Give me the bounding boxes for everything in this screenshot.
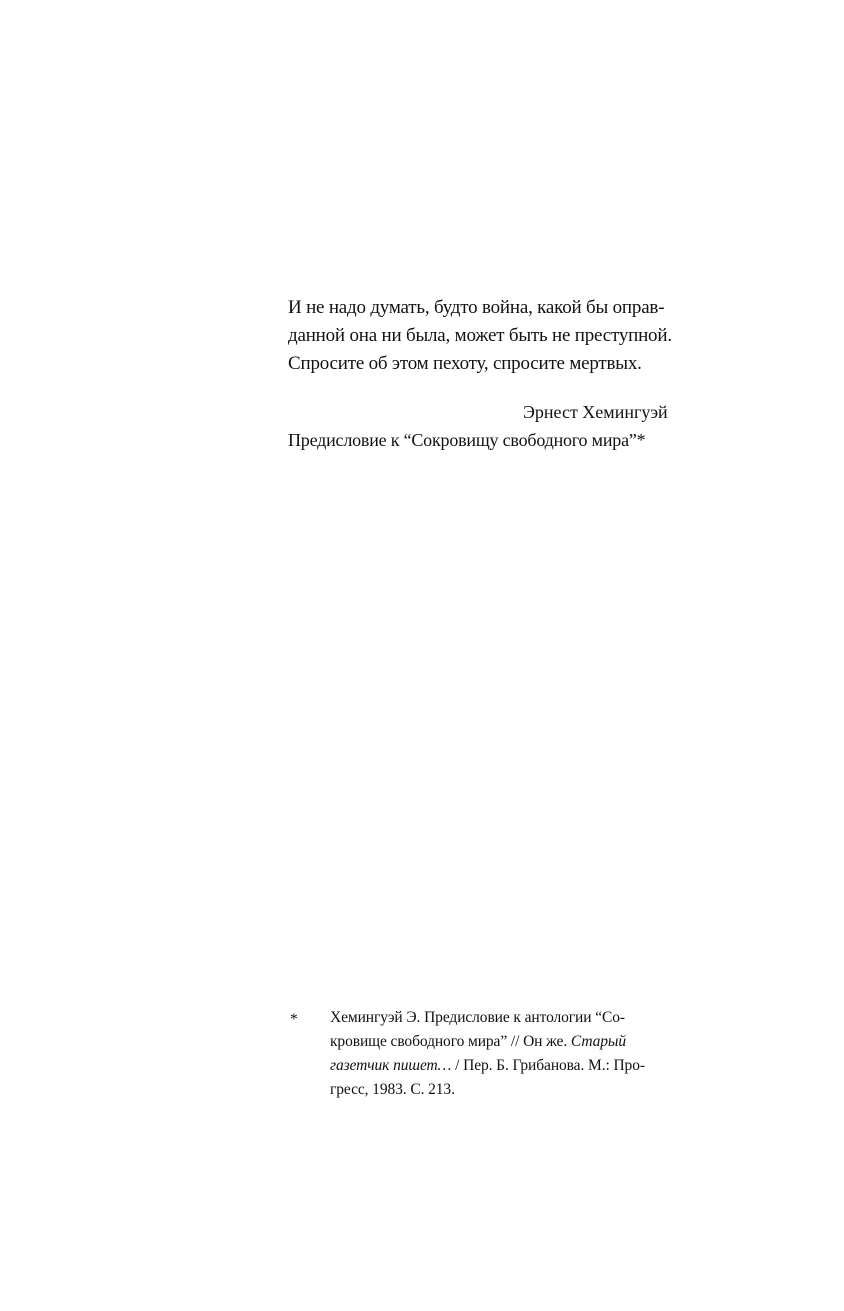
footnote-line-3-plain: / Пер. Б. Грибанова. М.: Про- xyxy=(451,1057,645,1074)
footnote-text xyxy=(330,1006,692,1102)
footnote-marker: * xyxy=(290,1011,298,1028)
footnote xyxy=(288,1006,692,1102)
footnote-line-2 xyxy=(330,1030,692,1054)
quote-line-1: И не надо думать, будто война, какой бы оправ- xyxy=(288,297,665,318)
footnote-line-3 xyxy=(330,1054,692,1078)
epigraph-source: Предисловие к “Сокровищу свободного мира”* xyxy=(288,430,646,450)
epigraph-author: Эрнест Хемингуэй xyxy=(523,402,668,422)
footnote-line-3-italic: газетчик пишет… xyxy=(330,1057,452,1074)
quote-line-3: Спросите об этом пехоту, спросите мертвых. xyxy=(288,353,642,374)
quote-line-2: данной она ни была, может быть не преступной. xyxy=(288,325,672,346)
footnote-line-2-plain: кровище свободного мира” // Он же. xyxy=(330,1033,571,1050)
footnote-line-4: гресс, 1983. С. 213. xyxy=(330,1081,455,1098)
epigraph xyxy=(288,294,692,454)
footnote-line-2-italic: Старый xyxy=(570,1033,626,1050)
footnote-line-1: Хемингуэй Э. Предисловие к антологии “Со- xyxy=(330,1009,625,1026)
